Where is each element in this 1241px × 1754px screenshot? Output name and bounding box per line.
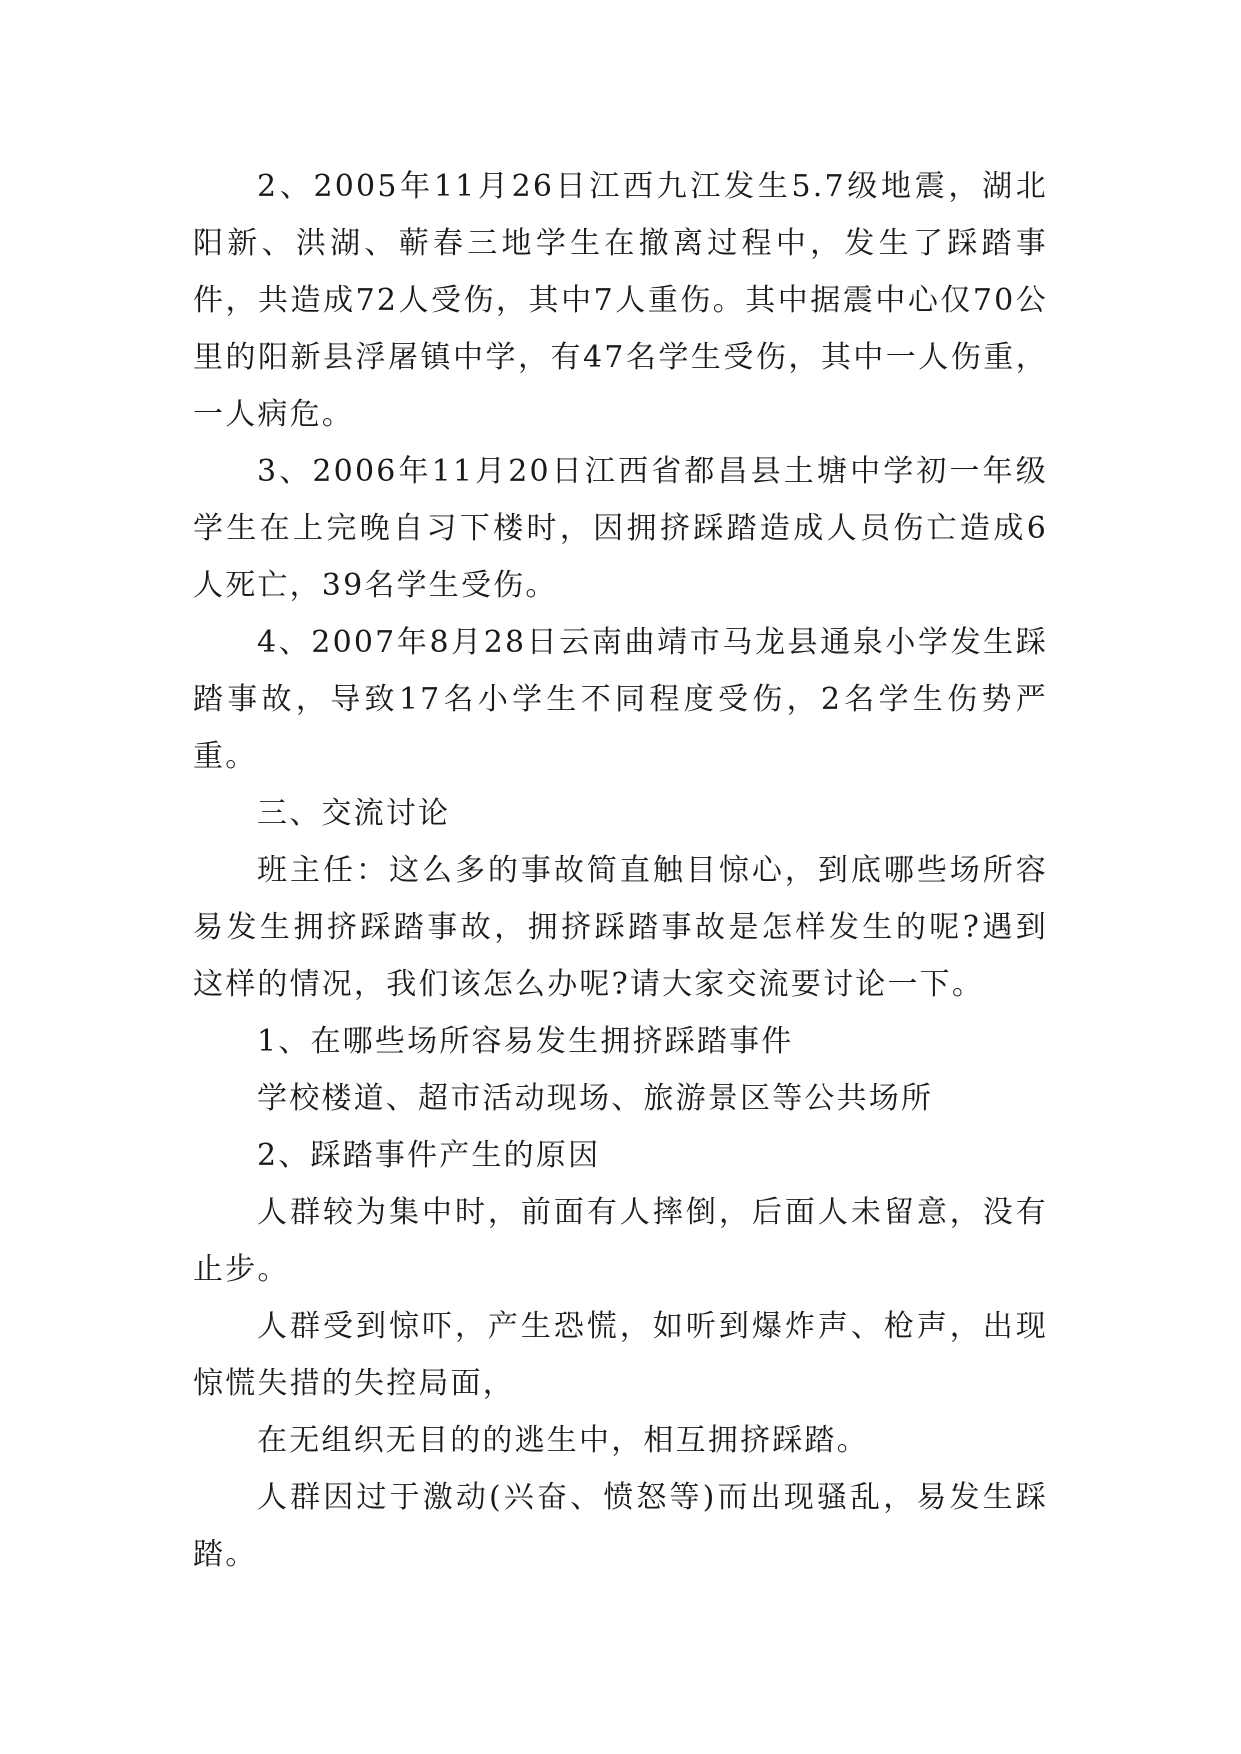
paragraph-cause-1: 人群较为集中时，前面有人摔倒，后面人未留意，没有止步。 [193, 1195, 1048, 1287]
paragraph-cause-3: 在无组织无目的的逃生中，相互拥挤踩踏。 [257, 1423, 869, 1458]
paragraph-incident-2: 2、2005年11月26日江西九江发生5.7级地震，湖北阳新、洪湖、蕲春三地学生在撤离过程中，发生了踩踏事件，共造成72人受伤，其中7人重伤。其中据震中心仅70公里的阳新县浮屠镇中学，有47名学生受伤，其中一人伤重，一人病危。 [193, 169, 1048, 432]
paragraph-teacher-question: 班主任：这么多的事故简直触目惊心，到底哪些场所容易发生拥挤踩踏事故，拥挤踩踏事故是怎样发生的呢?遇到这样的情况，我们该怎么办呢?请大家交流要讨论一下。 [193, 853, 1048, 1002]
document-body [193, 158, 1048, 1583]
section-heading-discussion: 三、交流讨论 [257, 796, 451, 831]
paragraph-places-answer: 学校楼道、超市活动现场、旅游景区等公共场所 [257, 1081, 934, 1116]
paragraph-incident-3: 3、2006年11月20日江西省都昌县土塘中学初一年级学生在上完晚自习下楼时，因拥挤踩踏造成人员伤亡造成6人死亡，39名学生受伤。 [193, 454, 1048, 603]
subheading-causes: 2、踩踏事件产生的原因 [257, 1138, 601, 1173]
paragraph-cause-4: 人群因过于激动(兴奋、愤怒等)而出现骚乱，易发生踩踏。 [193, 1480, 1048, 1572]
subheading-places: 1、在哪些场所容易发生拥挤踩踏事件 [257, 1024, 794, 1059]
paragraph-cause-2: 人群受到惊吓，产生恐慌，如听到爆炸声、枪声，出现惊慌失措的失控局面， [193, 1309, 1048, 1401]
paragraph-incident-4: 4、2007年8月28日云南曲靖市马龙县通泉小学发生踩踏事故，导致17名小学生不同程度受伤，2名学生伤势严重。 [193, 625, 1048, 774]
